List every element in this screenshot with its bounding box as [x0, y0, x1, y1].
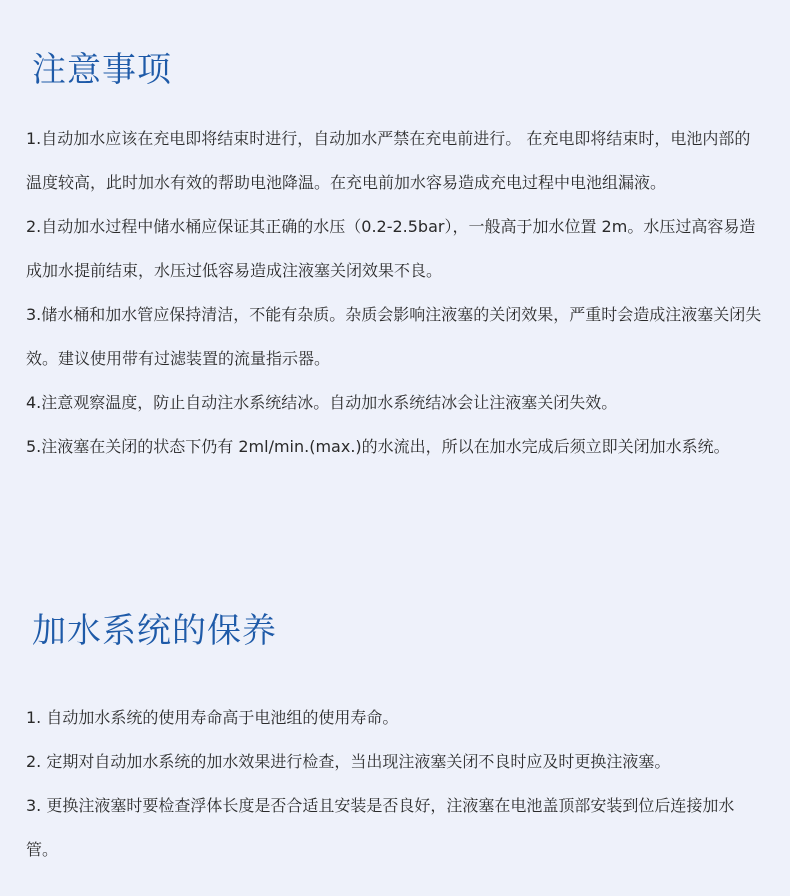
notes-item-3: 3.储水桶和加水管应保持清洁，不能有杂质。杂质会影响注液塞的关闭效果，严重时会造成注液塞关闭失效。建议使用带有过滤装置的流量指示器。: [26, 305, 762, 368]
notes-list: [0, 117, 790, 469]
notes-section: [0, 48, 790, 469]
maintenance-title: 加水系统的保养: [32, 611, 277, 651]
maintenance-section: [0, 609, 790, 872]
maintenance-item-1: 1. 自动加水系统的使用寿命高于电池组的使用寿命。: [26, 708, 399, 727]
maintenance-item-2: 2. 定期对自动加水系统的加水效果进行检查，当出现注液塞关闭不良时应及时更换注液塞。: [26, 752, 671, 771]
notes-item-4: 4.注意观察温度，防止自动注水系统结冰。自动加水系统结冰会让注液塞关闭失效。: [26, 393, 618, 412]
notes-item-5: 5.注液塞在关闭的状态下仍有 2ml/min.(max.)的水流出，所以在加水完成后须立即关闭加水系统。: [26, 437, 730, 456]
notes-item-1: 1.自动加水应该在充电即将结束时进行，自动加水严禁在充电前进行。 在充电即将结束时，电池内部的温度较高，此时加水有效的帮助电池降温。在充电前加水容易造成充电过程中电池组漏液。: [26, 129, 751, 192]
notes-title: 注意事项: [32, 50, 172, 90]
maintenance-item-3: 3. 更换注液塞时要检查浮体长度是否合适且安装是否良好，注液塞在电池盖顶部安装到位后连接加水管。: [26, 796, 735, 859]
notes-item-2: 2.自动加水过程中储水桶应保证其正确的水压（0.2-2.5bar），一般高于加水位置 2m。水压过高容易造成加水提前结束，水压过低容易造成注液塞关闭效果不良。: [26, 217, 756, 280]
maintenance-list: [0, 696, 790, 872]
